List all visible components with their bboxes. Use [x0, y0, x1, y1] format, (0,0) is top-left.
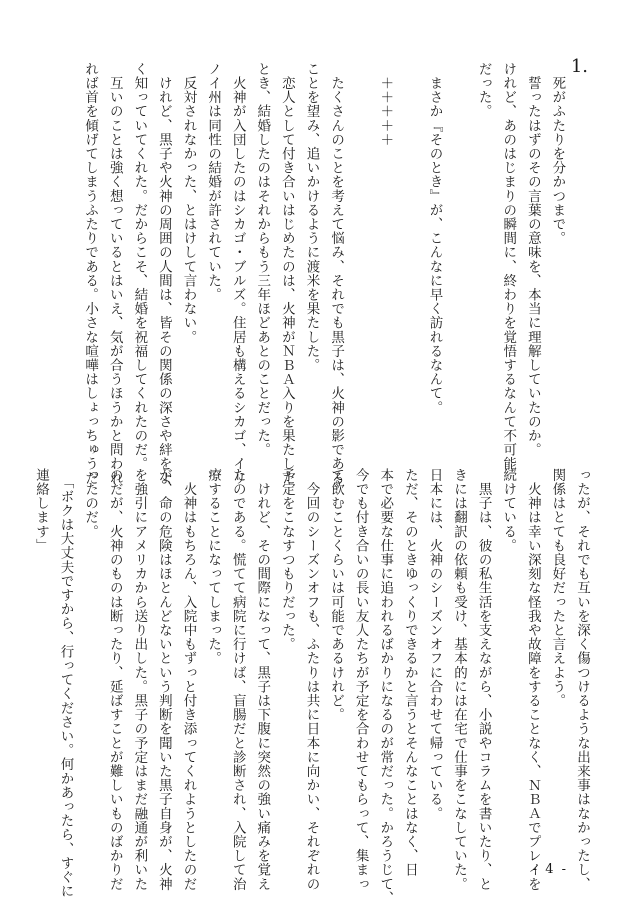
- text-column: 関係はとても良好だったと言えよう。: [549, 468, 566, 708]
- text-column: 火神が入団したのはシカゴ・ブルズ。住居も構えるシカゴ、イリ: [229, 62, 246, 485]
- text-column: ノイ州は同性の結婚が許されていた。: [205, 62, 222, 302]
- text-column: だった。: [475, 62, 492, 119]
- text-column: きには翻訳の依頼も受け、基本的には在宅で仕事をこなしていた。: [451, 468, 468, 891]
- text-column: たくさんのことを考えて悩み、それでも黒子は、火神の影である: [328, 62, 345, 485]
- text-column: 予定をこなすつもりだった。: [278, 468, 295, 652]
- text-column: 連絡します」: [32, 468, 49, 553]
- top-text-block: [78, 62, 594, 485]
- bottom-text-block: [28, 468, 594, 905]
- text-column: 火神は幸い深刻な怪我や故障をすることなく、ＮＢＡでプレイを: [524, 468, 541, 891]
- text-column: [569, 62, 594, 432]
- text-column: [397, 62, 422, 432]
- text-column: 日本には、火神のシーズンオフに合わせて帰っている。: [426, 468, 443, 821]
- text-column: が、命の危険はほとんどないという判断を聞いた黒子自身が、火神: [155, 468, 172, 891]
- text-column: く知っていてくれた。だからこそ、結婚を祝福してくれたのだ。: [131, 62, 148, 471]
- text-column: 本で必要な仕事に追われるばかりになるのが常だった。かろうじて、: [377, 468, 394, 905]
- text-column: 今回のシーズンオフも、ふたりは共に日本に向かい、それぞれの: [303, 468, 320, 891]
- text-column: ただ、そのときゆっくりできるかと言うとそんなことはなく、日: [401, 468, 418, 877]
- text-column: けれど、黒子や火神の周囲の人間は、皆その関係の深さや絆をよ: [155, 62, 172, 485]
- text-column: たのである。慌てて病院に行けば、盲腸だと診断され、入院して治: [229, 468, 246, 891]
- text-column: ったのだ。: [82, 468, 99, 539]
- text-column: を強引にアメリカから送り出した。黒子の予定はまだ融通が利いた: [131, 468, 148, 891]
- text-column: 黒子は、彼の私生活を支えながら、小説やコラムを書いたり、と: [475, 468, 492, 891]
- text-column: 反対されなかった、とはけして言わない。: [180, 62, 197, 344]
- text-column: 「ボクは大丈夫ですから、行ってください。何かあったら、すぐに: [57, 468, 74, 899]
- text-column: 続けている。: [500, 468, 517, 553]
- text-column: 互いのことは強く想っているとはいえ、気が合うほうかと問われ: [106, 62, 123, 485]
- text-column: て飲むことくらいは可能であるけれど。: [328, 468, 345, 722]
- text-column: 療することになってしまった。: [205, 468, 222, 666]
- chapter-marker: 1.: [570, 56, 588, 77]
- text-column: 死がふたりを分かつまで。: [549, 62, 566, 246]
- text-column: けれど、あのはじまりの瞬間に、終わりを覚悟するなんて不可能: [500, 62, 517, 471]
- text-column: 恋人として付き合いはじめたのは、火神がＮＢＡ入りを果たした: [278, 62, 295, 485]
- text-column: ったが、それでも互いを深く傷つけるような出来事はなかったし、: [574, 468, 590, 891]
- text-column: 今でも付き合いの長い友人たちが予定を合わせてもらって、集まっ: [352, 468, 369, 891]
- text-column: 誓ったはずのその言葉の意味を、本当に理解していたのか。: [524, 62, 541, 457]
- text-column: [348, 62, 373, 432]
- text-column: とき、結婚したのはそれからもう三年ほどあとのことだった。: [254, 62, 271, 457]
- text-column: のだが、火神のものは断ったり、延ばすことが難しいものばかりだ: [106, 468, 123, 891]
- section-separator: ＋＋＋＋＋: [377, 62, 394, 147]
- text-column: まさか『そのとき』が、こんなに早く訪れるなんて。: [426, 62, 443, 415]
- text-column: [446, 62, 471, 432]
- page-number: - 4 -: [532, 862, 568, 877]
- text-column: れば首を傾げてしまうふたりである。小さな喧嘩はしょっちゅうだ: [82, 62, 99, 485]
- text-column: ことを望み、追いかけるように渡米を果たした。: [303, 62, 320, 373]
- text-column: 火神はもちろん、入院中もずっと付き添ってくれようとしたのだ: [180, 468, 197, 891]
- text-column: けれど、その間際になって、黒子は下腹に突然の強い痛みを覚え: [254, 468, 271, 891]
